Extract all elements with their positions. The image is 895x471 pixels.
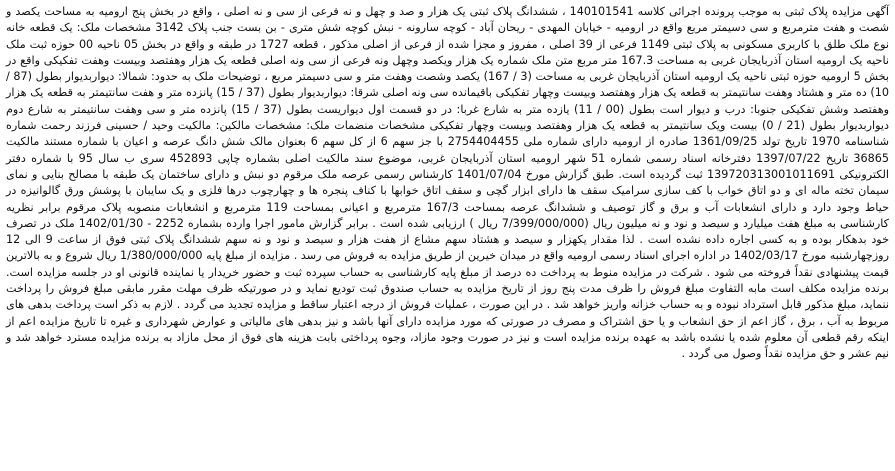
notice-body-text: آگهی مزایده پلاک ثبتی به موجب پرونده اجرائی کلاسه 140101541 ، ششدانگ پلاک ثبتی یک هزار و صد و چهل و نه فرعی از سی و نه اصلی ، واقع در بخش پنج ارومیه به مساحت یکصد و شصت و هفت مترمربع و سی دسیمتر مربع واقع در ارومیه - خیابان المهدی - ریحان آباد - کوچه سارونه - نبش کوچه شش متری - بن بست جنب پلاک 3142 مشخصات ملک: یک قطعه خانه نوع ملک طلق با کاربری مسکونی به پلاک ثبتی 1149 فرعی از 39 اصلی ، مفروز و مجزا شده از فرعی از اصلی مذکور ، قطعه 1727 در طبقه و واقع در بخش 05 ناحیه 00 حوزه ثبت ملک ناحیه یک ارومیه استان آذربایجان غربی به مساحت 167.3 متر مربع متن ملک شماره یک هزار ویکصد وچهل ونه فرعی از سی ونه اصلی قطعه یک هزار وهفتصد وبیست وهفت تفکیکی واقع در بخش 5 ارومیه حوزه ثبتی ناحیه یک ارومیه استان آذربایجان غربی به مساحت (3 / 167) یکصد وشصت وهفت متر و سی دسیمتر مربع ، توضیحات ملک به حدود: شمالا: دیواربدیوار بطول (87 / 10) ده متر و هشتاد وهفت سانتیمتر به قطعه یک هزار وهفتصد وبیست وچهار تفکیکی باقیمانده سی ونه اصلی شرقا: دیواربدیوار بطول (37 / 15) پانزده متر و هفت سانتیمتر به قطعه یک هزار وهفتصد وشش تفکیکی جنوبا: درب و دیوار است بطول (00 / 11) یازده متر به شارع غربا: در دو قسمت اول دیواریست بطول (37 / 15) پانزده متر و سی وهفت سانتیمتر به شارع دوم دیواربدیوار بطول (21 / 0) بیست ویک سانتیمتر به قطعه یک هزار وهفتصد وبیست وچهار تفکیکی مشخصات منضمات ملک: مشخصات مالکین: مالکیت وحید / حسینی فرزند رحمت شماره شناسنامه 1970 تاریخ تولد 1361/09/25 صادره از ارومیه دارای شماره ملی 2754404455 با جز سهم 6 از کل سهم 6 بعنوان مالک شش دانگ عرصه و اعیان با شماره مستند مالکیت 36865 تاریخ 1397/07/22 دفترخانه اسناد رسمی شماره 51 شهر ارومیه استان آذربایجان غربی، موضوع سند مالکیت اصلی بشماره چاپی 452893 سری ب سال 95 با شماره دفتر الکترونیکی 139720313001011691 ثبت گردیده است. طبق گزارش مورخ 1401/07/04 کارشناس رسمی عرصه ملک مرقوم دو نبش و دارای ساختمان یک طبقه با مصالح بنایی و نمای سیمان تخته ماله ای و دو اتاق خواب با کف سازی سرامیک سقف ها دارای ابزار گچی و سقف اتاق خوابها با کناف پنجره ها و چهارچوب درها فلزی و یک سایبان با پوشش ورق گالوانیزه در حیاط وجود دارد و دارای انشعابات آب و برق و گاز توصیف و ششدانگ عرصه بمساحت 167/3 مترمربع و اعیانی بمساحت 119 مترمربع و انشعابات منصوبه پلاک مرقوم برابر نظریه کارشناسی به مبلغ هفت میلیارد و سیصد و نود و نه میلیون ریال (7/399/000/000 ریال ) ارزیابی شده است . برابر گزارش مامور اجرا وارده بشماره 2252 - 1402/01/30 ملک در تصرف خود بدهکار بوده و به کسی اجاره داده نشده است . لذا مقدار یکهزار و سیصد و هشتاد سهم مشاع از هفت هزار و سیصد و نود و نه سهم ششدانگ پلاک ثبتی فوق از ساعت 9 الی 12 روزچهارشنبه مورخ 1402/03/17 در اداره اجرای اسناد رسمی ارومیه واقع در میدان خیرین از طریق مزایده به فروش می رسد . مزایده از مبلغ پایه 1/380/000/000 ریال شروع و به بالاترین قیمت پیشنهادی نقداً فروخته می شود . شرکت در مزایده منوط به پرداخت ده درصد از مبلغ پایه کارشناسی به حساب سپرده ثبت و حضور خریدار یا نماینده قانونی او در جلسه مزایده است. برنده مزایده مکلف است مابه التفاوت مبلغ فروش را ظرف مدت پنج روز از تاریخ مزایده به حساب صندوق ثبت تودیع نماید و در صورتیکه ظرف مهلت مقرر مابقی مبلغ فروش را پرداخت ننماید، مبلغ مذکور قابل استرداد نبوده و به حساب خزانه واریز خواهد شد . در این صورت ، عملیات فروش از درجه اعتبار ساقط و مزایده تجدید می گردد . لازم به ذکر است پرداخت بدهی های مربوط به آب ، برق ، گاز اعم از حق انشعاب و یا حق اشتراک و مصرف در صورتی که مورد مزایده دارای آنها باشد و نیز بدهی های مالیاتی و عوارض شهرداری و غیره تا تاریخ مزایده اعم از اینکه رقم قطعی آن معلوم شده یا نشده باشد به عهده برنده مزایده است و نیز در صورت وجود مازاد، وجوه پرداختی بابت هزینه های فوق از محل مازاد به برنده مزایده مسترد خواهد شد و نیم عشر و حق مزایده نقداً وصول می گردد . — [6, 5, 890, 361]
